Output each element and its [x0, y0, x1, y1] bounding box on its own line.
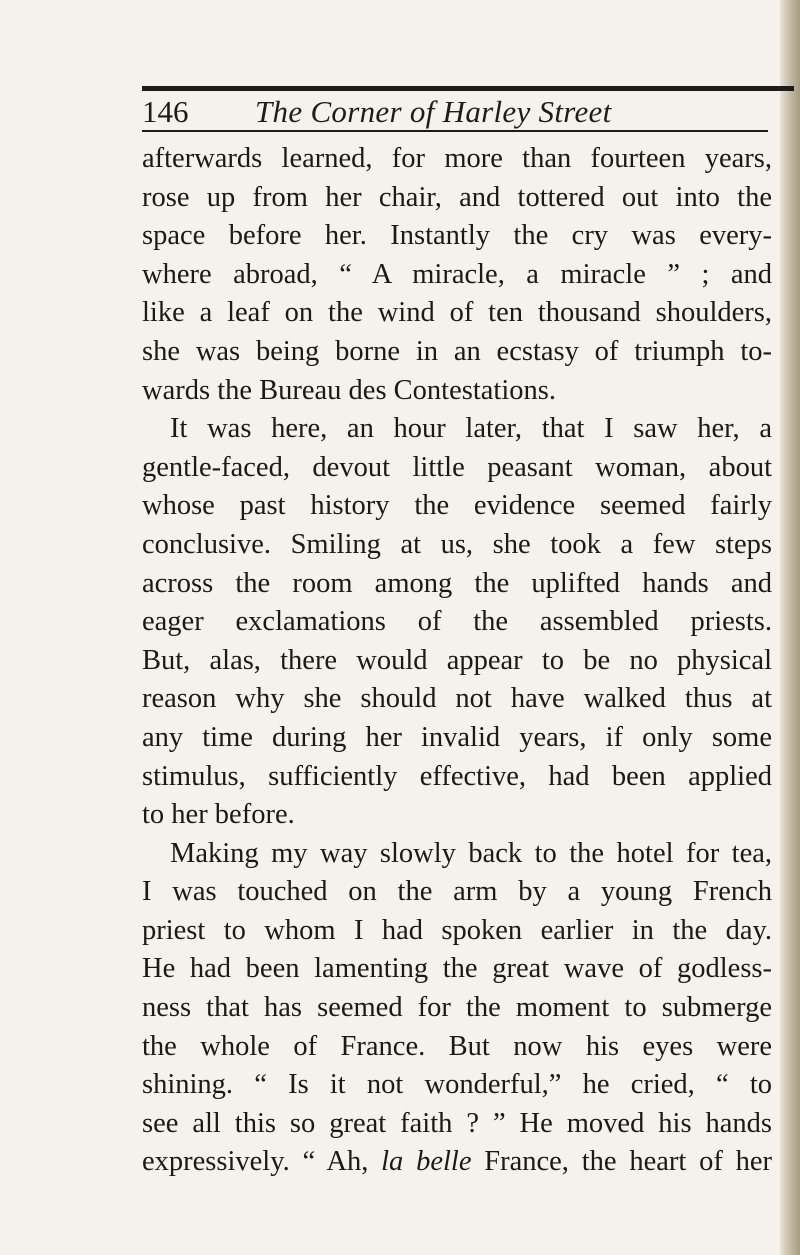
text-line: priest to whom I had spoken earlier in the day. — [142, 914, 772, 946]
text-line: He had been lamenting the great wave of godless- — [142, 953, 772, 985]
body-text — [142, 140, 772, 1182]
text-line: ness that has seemed for the moment to submerge — [142, 992, 772, 1024]
text-line: gentle-faced, devout little peasant woman, about — [142, 451, 772, 483]
text-line: shining. “ Is it not wonderful,” he cried, “ to — [142, 1069, 772, 1101]
text-line: space before her. Instantly the cry was every- — [142, 220, 772, 252]
text-line: to her before. — [142, 799, 295, 831]
text-line: across the room among the uplifted hands and — [142, 567, 772, 599]
text-line: afterwards learned, for more than fourteen years, — [142, 143, 772, 174]
paragraph-start-line: Making my way slowly back to the hotel for tea, — [170, 837, 772, 869]
page-edge — [780, 0, 800, 1255]
paragraph-start-line: It was here, an hour later, that I saw her, a — [170, 413, 772, 445]
text-line: like a leaf on the wind of ten thousand shoulders, — [142, 297, 772, 329]
final-line-end: France, the heart of her — [471, 1146, 772, 1178]
header-rule-top — [142, 86, 794, 91]
running-title: The Corner of Harley Street — [255, 94, 612, 129]
text-line: But, alas, there would appear to be no physical — [142, 644, 772, 676]
page-number: 146 — [142, 94, 189, 129]
text-line: any time during her invalid years, if only some — [142, 721, 772, 753]
text-line: rose up from her chair, and tottered out into the — [142, 181, 772, 213]
text-line: the whole of France. But now his eyes were — [142, 1030, 772, 1062]
text-line: conclusive. Smiling at us, she took a few steps — [142, 528, 772, 560]
text-line: whose past history the evidence seemed fairly — [142, 490, 772, 522]
text-line: wards the Bureau des Contestations. — [142, 374, 556, 406]
text-line: where abroad, “ A miracle, a miracle ” ; and — [142, 258, 772, 290]
header-rule-bottom — [142, 130, 768, 132]
text-line: I was touched on the arm by a young French — [142, 876, 772, 908]
final-line-italic: la belle — [381, 1146, 472, 1178]
running-header — [142, 92, 792, 132]
final-line-start: expressively. “ Ah, — [142, 1146, 382, 1178]
text-line: eager exclamations of the assembled priests. — [142, 606, 772, 638]
text-line: stimulus, sufficiently effective, had been applied — [142, 760, 772, 792]
final-text-line — [142, 1143, 772, 1182]
text-line: she was being borne in an ecstasy of triumph to- — [142, 335, 772, 367]
text-line: see all this so great faith ? ” He moved his hands — [142, 1107, 772, 1139]
text-line: reason why she should not have walked thus at — [142, 683, 772, 715]
